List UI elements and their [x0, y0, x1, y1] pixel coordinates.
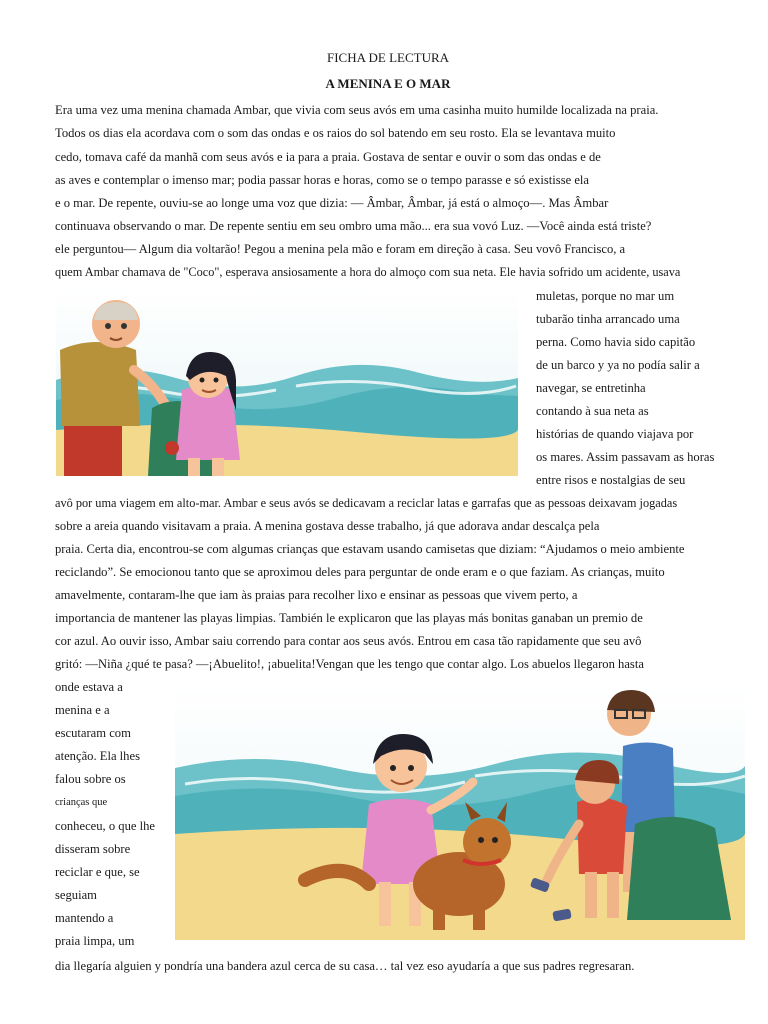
paragraph-line: mantendo a	[55, 911, 114, 925]
paragraph-line: escutaram com	[55, 726, 131, 740]
paragraph-line: Era uma vez uma menina chamada Ambar, que vivia com seus avós em uma casinha muito humilde localizada na praia.	[55, 103, 659, 117]
paragraph-line: reciclando”. Se emocionou tanto que se aproximou deles para perguntar de onde eram e o que faziam. As crianças, muito	[55, 565, 665, 579]
sheet-label: FICHA DE LECTURA	[326, 50, 450, 65]
paragraph-line: gritó: —Niña ¿qué te pasa? —¡Abuelito!, ¡abuelita!Vengan que les tengo que contar algo. Los abuelos llegaron hasta	[55, 657, 644, 671]
paragraph-line: perna. Como havia sido capitão	[536, 335, 696, 349]
paragraph-line: entre risos e nostalgias de seu	[536, 473, 686, 487]
paragraph-line: sobre a areia quando visitavam a praia. A menina gostava desse trabalho, já que adorava andar descalça pela	[55, 519, 600, 533]
paragraph-line: falou sobre os	[55, 772, 126, 786]
paragraph-line: muletas, porque no mar um	[536, 289, 675, 303]
paragraph-line: e o mar. De repente, ouviu-se ao longe uma voz que dizia: — Âmbar, Âmbar, já está o almoço—. Mas Âmbar	[55, 196, 609, 210]
paragraph-line: cor azul. Ao ouvir isso, Ambar saiu correndo para contar aos seus avós. Entrou em casa tão rapidamente que seu avô	[55, 634, 642, 648]
paragraph-line: disseram sobre	[55, 842, 131, 856]
paragraph-line: as aves e contemplar o imenso mar; podia passar horas e horas, como se o tempo parasse e só existisse ela	[55, 173, 590, 187]
paragraph-line: reciclar e que, se	[55, 865, 140, 879]
paragraph-line: amavelmente, contaram-lhe que iam às praias para recolher lixo e ensinar as pessoas que vivem perto, a	[55, 588, 578, 602]
paragraph-line: contando à sua neta as	[536, 404, 649, 418]
paragraph-line: navegar, se entretinha	[536, 381, 646, 395]
paragraph-line: atenção. Ela lhes	[55, 749, 140, 763]
paragraph-line: quem Ambar chamava de "Coco", esperava ansiosamente a hora do almoço com sua neta. Ele havia sofrido um acidente, usava	[55, 265, 681, 279]
story-title: A MENINA E O MAR	[325, 76, 451, 91]
paragraph-line: cedo, tomava café da manhã com seus avós e ia para a praia. Gostava de sentar e ouvir o som das ondas e de	[55, 150, 601, 164]
paragraph-line: ele perguntou— Algum dia voltarão! Pegou a menina pela mão e foram em direção à casa. Seu vovô Francisco, a	[55, 242, 626, 256]
paragraph-line: praia limpa, um	[55, 934, 135, 948]
paragraph-line: praia. Certa dia, encontrou-se com algumas crianças que estavam usando camisetas que diziam: “Ajudamos o meio ambiente	[55, 542, 685, 556]
paragraph-line: dia llegaría alguien y pondría una bandera azul cerca de su casa… tal vez eso ayudaría a que sus padres regresaran.	[55, 959, 635, 973]
paragraph-line: Todos os dias ela acordava com o som das ondas e os raios do sol batendo em seu rosto. Ela se levantava muito	[55, 126, 616, 140]
paragraph-line: os mares. Assim passavam as horas	[536, 450, 715, 464]
illustration-children-recycling	[175, 684, 745, 940]
paragraph-line: seguiam	[55, 888, 97, 902]
paragraph-line: crianças que	[55, 797, 108, 808]
paragraph-line: de un barco y ya no podía salir a	[536, 358, 700, 372]
paragraph-line: histórias de quando viajava por	[536, 427, 694, 441]
paragraph-line: tubarão tinha arrancado uma	[536, 312, 680, 326]
paragraph-line: avô por uma viagem em alto-mar. Ambar e seus avós se dedicavam a reciclar latas e garrafas que as pessoas deixavam jogadas	[55, 496, 678, 510]
paragraph-line: onde estava a	[55, 680, 123, 694]
paragraph-line: importancia de mantener las playas limpias. También le explicaron que las playas más bonitas ganaban un premio de	[55, 611, 643, 625]
paragraph-line: continuava observando o mar. De repente sentiu em seu ombro uma mão... era sua vovó Luz. —Você ainda está triste?	[55, 219, 652, 233]
paragraph-line: conheceu, o que lhe	[55, 819, 156, 833]
illustration-grandfather-and-girl	[56, 290, 518, 476]
paragraph-line: menina e a	[55, 703, 110, 717]
